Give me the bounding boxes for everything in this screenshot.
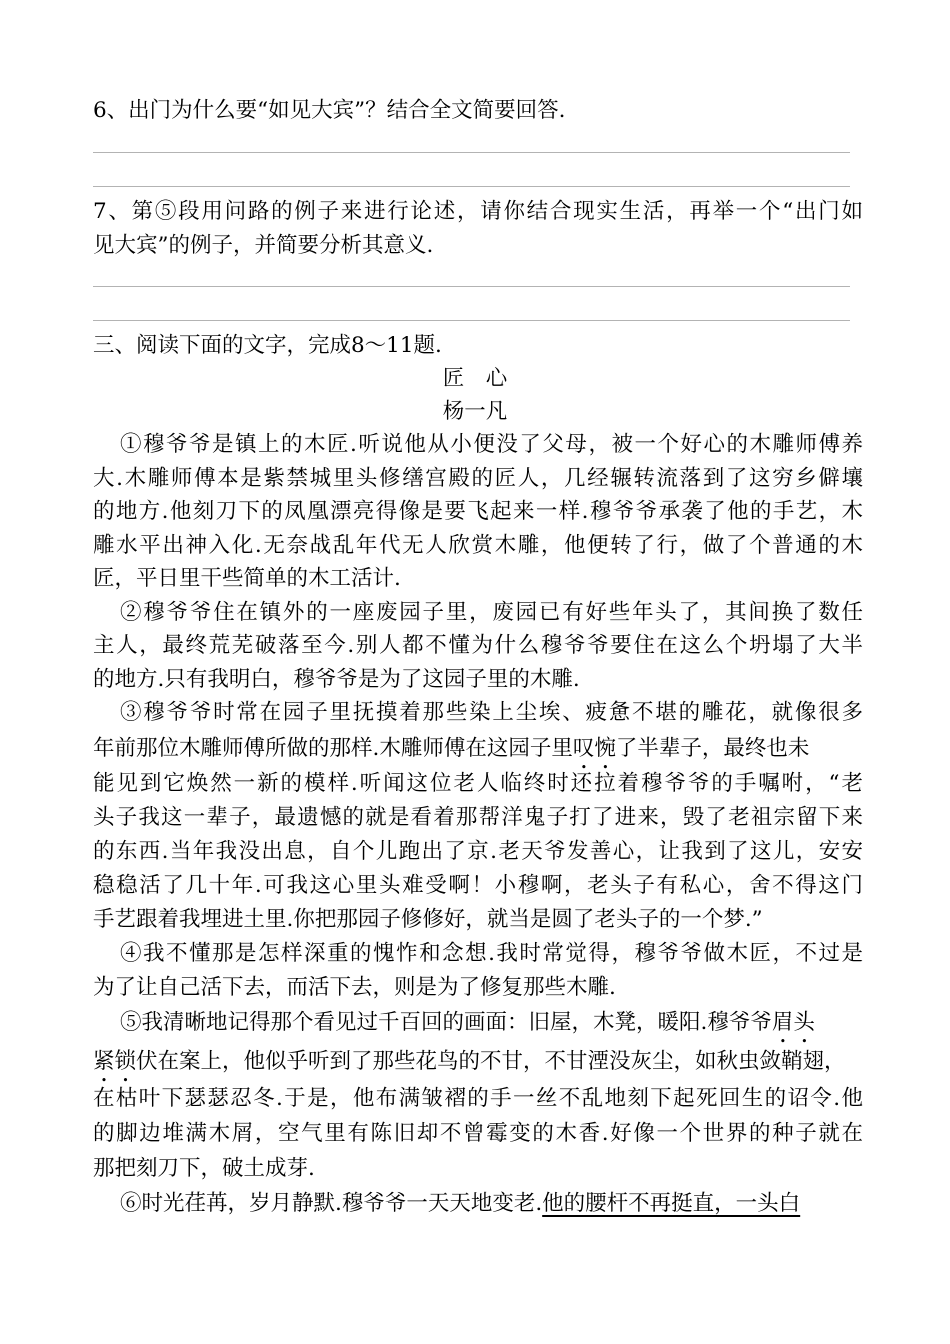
article-author: 杨一凡 xyxy=(442,399,508,424)
answer-line[interactable] xyxy=(93,286,850,287)
paragraph-1-line: ①穆爷爷是镇上的木匠.听说他从小便没了父母，被一个好心的木雕师傅养 xyxy=(120,432,863,457)
paragraph-1-line: 的地方.他刻刀下的凤凰漂亮得像是要飞起来一样.穆爷爷承袭了他的手艺，木 xyxy=(93,499,863,524)
paragraph-6-line: ⑥时光荏苒，岁月静默.穆爷爷一天天地变老.他的腰杆不再挺直，一头白 xyxy=(120,1191,801,1216)
question-7-line-2: 见大宾”的例子，并简要分析其意义. xyxy=(93,233,434,258)
question-7-line-1: 7、第⑤段用问路的例子来进行论述，请你结合现实生活，再举一个“出门如 xyxy=(93,199,863,224)
section-3-heading: 三、阅读下面的文字，完成8～11题. xyxy=(93,333,442,358)
paragraph-5-line: 那把刻刀下，破土成芽. xyxy=(93,1156,315,1181)
paragraph-5-line: 在枯叶下瑟瑟忍冬.于是，他布满皱褶的手一丝不乱地刻下起死回生的诏令.他 xyxy=(93,1086,863,1111)
paragraph-1-line: 大.木雕师傅本是紫禁城里头修缮宫殿的匠人，几经辗转流落到了这穷乡僻壤 xyxy=(93,466,863,491)
emphasized-word: 叹惋 xyxy=(572,736,616,761)
paragraph-5-line: ⑤我清晰地记得那个看见过千百回的画面：旧屋，木凳，暖阳.穆爷爷眉头 xyxy=(120,1010,815,1035)
answer-line[interactable] xyxy=(93,186,850,187)
answer-line[interactable] xyxy=(93,152,850,153)
article-title: 匠 心 xyxy=(442,366,508,391)
paragraph-4-line: 为了让自己活下去，而活下去，则是为了修复那些木雕. xyxy=(93,975,616,1000)
paragraph-3-line: 能见到它焕然一新的模样.听闻这位老人临终时还拉着穆爷爷的手嘱咐，“老 xyxy=(93,771,863,796)
paragraph-2-line: 主人，最终荒芜破落至今.别人都不懂为什么穆爷爷要住在这么个坍塌了大半 xyxy=(93,633,863,658)
answer-line[interactable] xyxy=(93,320,850,321)
paragraph-3-line: 头子我这一辈子，最遗憾的就是看着那帮洋鬼子打了进来，毁了老祖宗留下来 xyxy=(93,805,863,830)
paragraph-2-line: 的地方.只有我明白，穆爷爷是为了这园子里的木雕. xyxy=(93,667,580,692)
emphasized-word: 眉头 xyxy=(771,1010,815,1035)
underlined-sentence: 他的腰杆不再挺直，一头白 xyxy=(542,1191,801,1216)
paragraph-5-line: 紧锁伏在案上，他似乎听到了那些花鸟的不甘，不甘湮没灰尘，如秋虫敛鞘翅， xyxy=(93,1049,846,1074)
paragraph-2-line: ②穆爷爷住在镇外的一座废园子里，废园已有好些年头了，其间换了数任 xyxy=(120,600,863,625)
question-6: 6、出门为什么要“如见大宾”？结合全文简要回答. xyxy=(93,98,566,123)
paragraph-3-line: 稳稳活了几十年.可我这心里头难受啊！小穆啊，老头子有私心，舍不得这门 xyxy=(93,873,863,898)
paragraph-3-line: 手艺跟着我埋进土里.你把那园子修修好，就当是圆了老头子的一个梦.” xyxy=(93,907,763,932)
paragraph-1-line: 雕水平出神入化.无奈战乱年代无人欣赏木雕，他便转了行，做了个普通的木 xyxy=(93,533,863,558)
paragraph-1-line: 匠，平日里干些简单的木工活计. xyxy=(93,566,401,591)
paragraph-3-line: 年前那位木雕师傅所做的那样.木雕师傅在这园子里叹惋了半辈子，最终也未 xyxy=(93,736,810,761)
paragraph-3-line: 的东西.当年我没出息，自个儿跑出了京.老天爷发善心，让我到了这儿，安安 xyxy=(93,839,863,864)
paragraph-5-line: 的脚边堆满木屑，空气里有陈旧却不曾霉变的木香.好像一个世界的种子就在 xyxy=(93,1121,863,1146)
paragraph-4-line: ④我不懂那是怎样深重的愧怍和念想.我时常觉得，穆爷爷做木匠，不过是 xyxy=(120,941,863,966)
paragraph-3-line: ③穆爷爷时常在园子里抚摸着那些染上尘埃、疲惫不堪的雕花，就像很多 xyxy=(120,700,863,725)
emphasized-word: 紧锁 xyxy=(93,1049,137,1074)
